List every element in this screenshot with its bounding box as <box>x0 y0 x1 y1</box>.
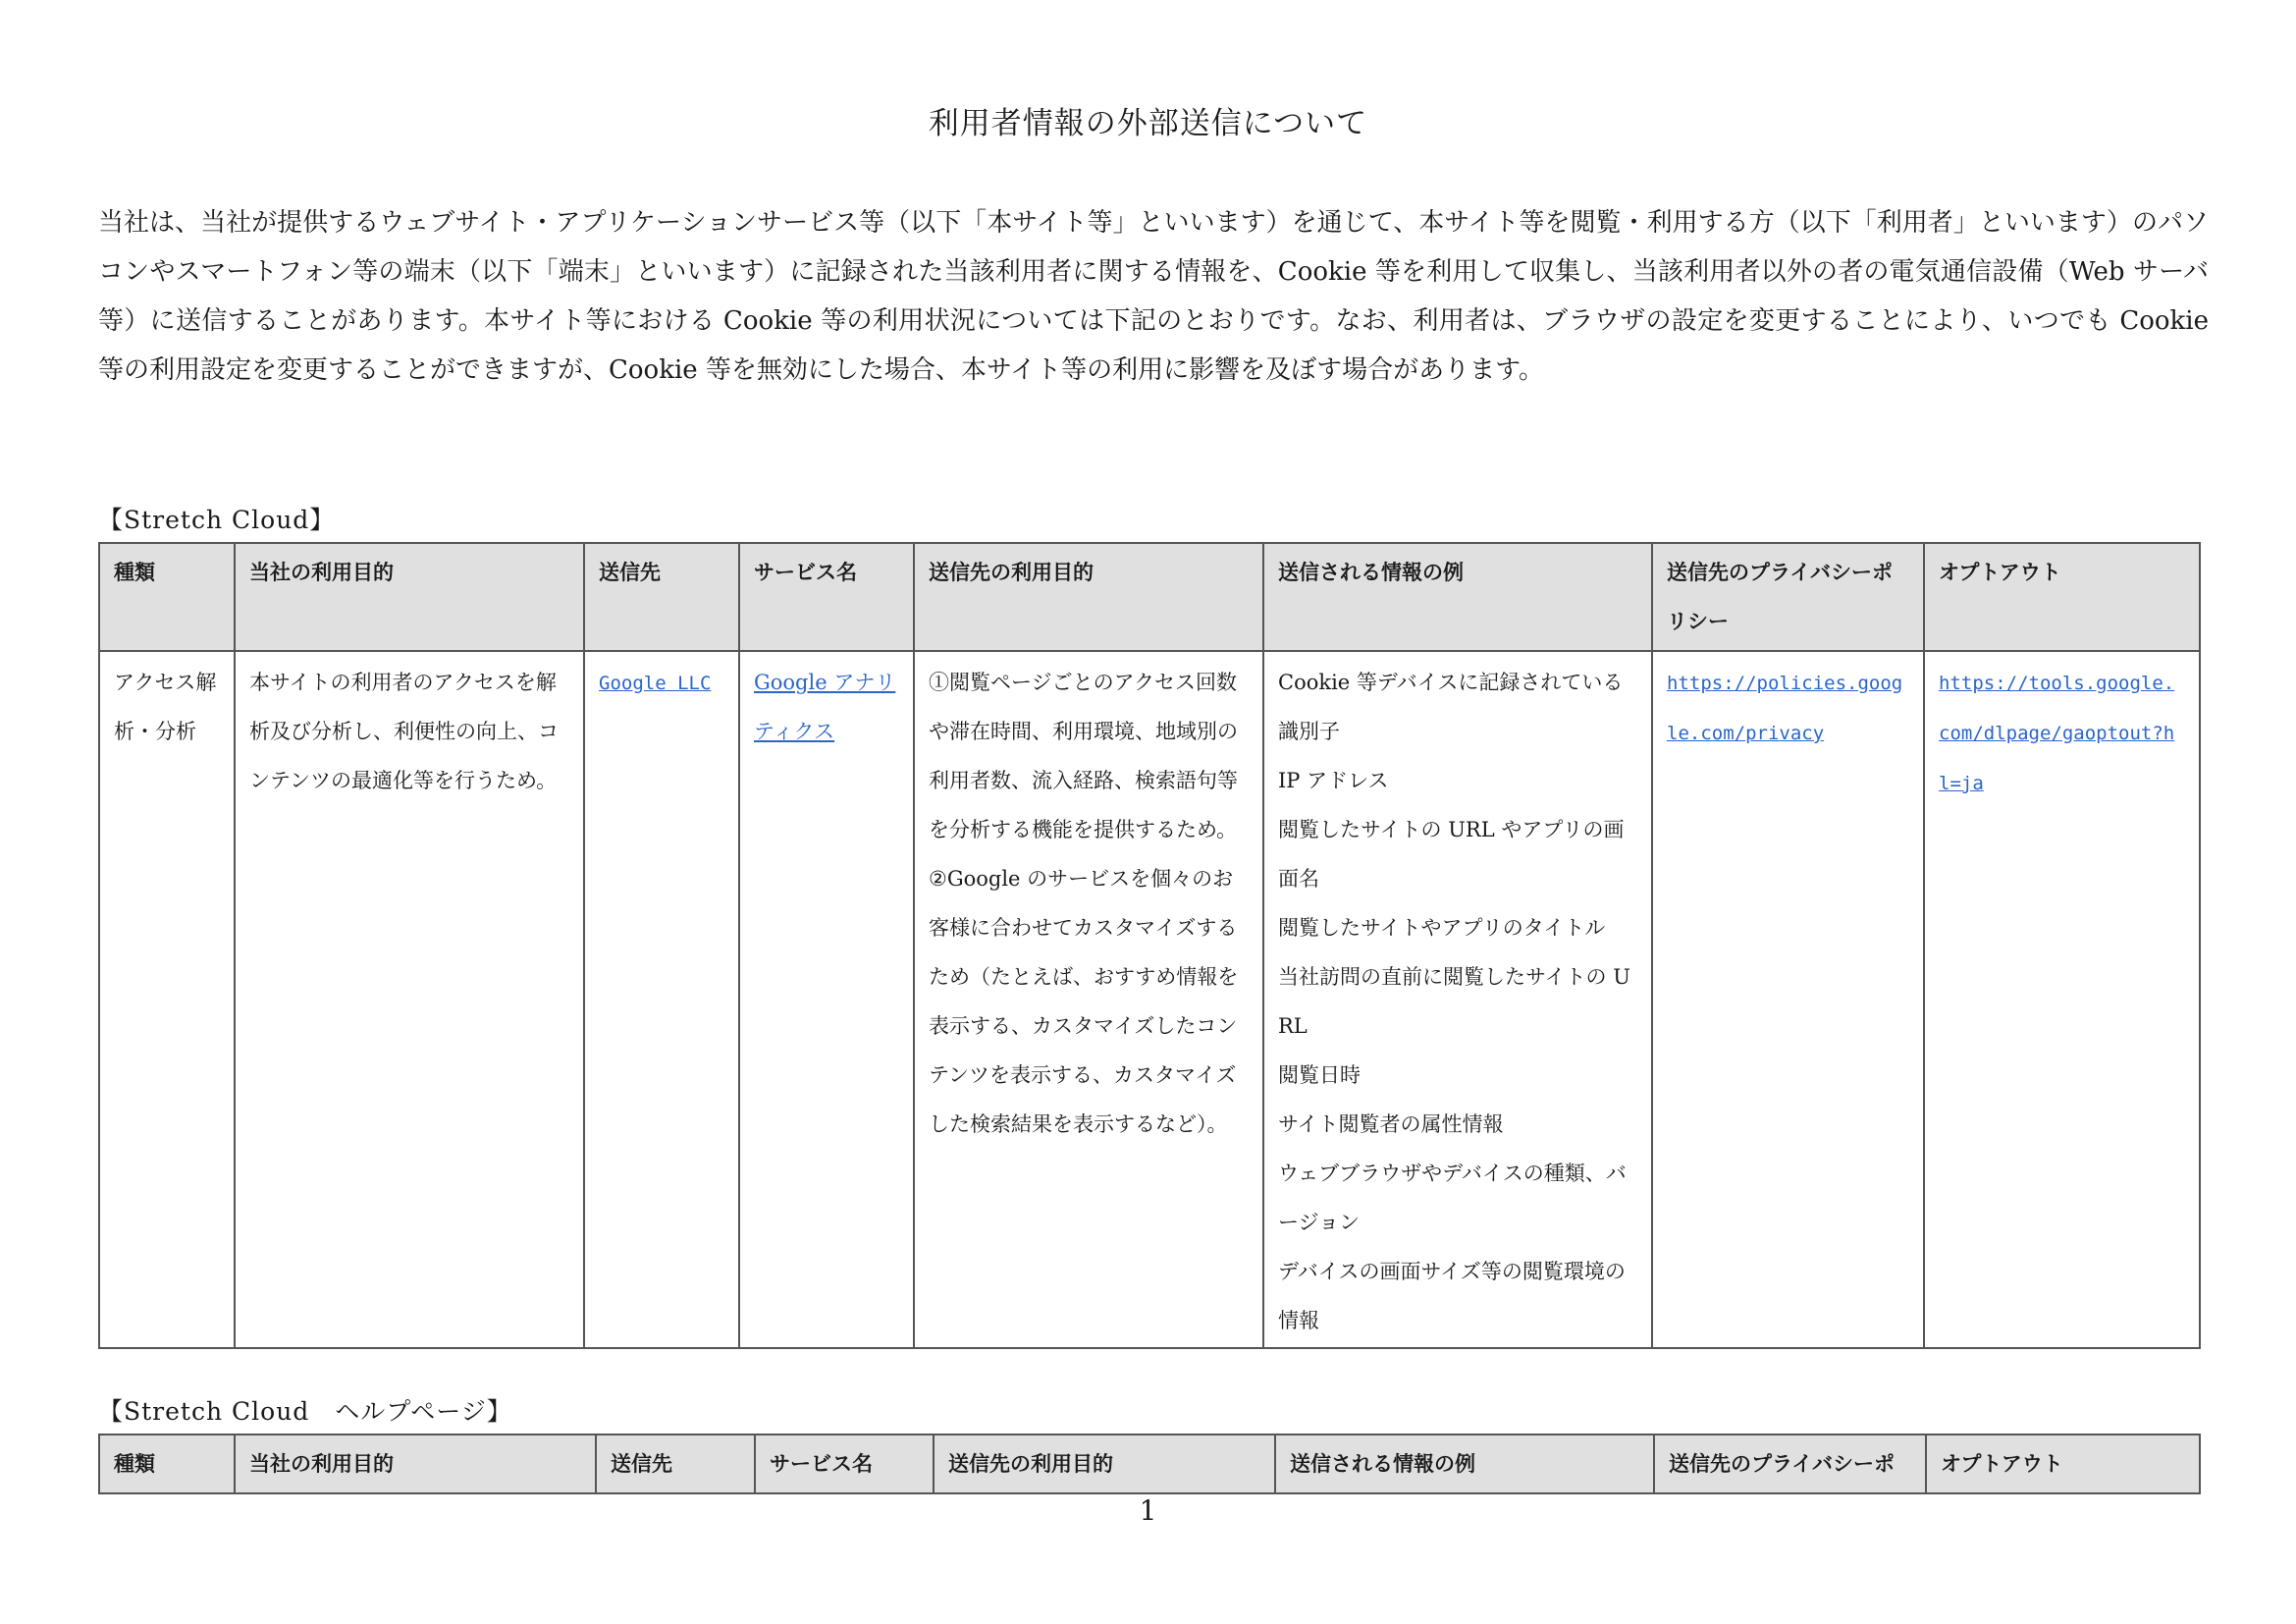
header-recipient: 送信先 <box>596 1435 755 1493</box>
document-title: 利用者情報の外部送信について <box>928 106 1368 141</box>
header-recipient-purpose: 送信先の利用目的 <box>914 543 1263 651</box>
cell-privacy <box>1652 651 1924 1348</box>
info-item: Cookie 等デバイスに記録されている識別子 <box>1278 671 1624 743</box>
section-label-stretch-cloud: 【Stretch Cloud】 <box>98 506 336 534</box>
info-item: 閲覧したサイトの URL やアプリの画面名 <box>1278 818 1625 891</box>
section-label-help-page: 【Stretch Cloud ヘルプページ】 <box>98 1397 512 1426</box>
info-item: 閲覧日時 <box>1278 1063 1361 1087</box>
cell-service <box>739 651 914 1348</box>
header-privacy: 送信先のプライバシーポリシー <box>1652 543 1924 651</box>
cell-optout <box>1924 651 2200 1348</box>
cell-info <box>1263 651 1652 1348</box>
recipient-purpose-2: ②Google のサービスを個々のお客様に合わせてカスタマイズするため（たとえば、おすすめ情報を表示する、カスタマイズしたコンテンツを表示する、カスタマイズした検索結果を表示するなど）。 <box>929 867 1239 1136</box>
header-type: 種類 <box>99 1435 235 1493</box>
info-item: 当社訪問の直前に閲覧したサイトの URL <box>1278 965 1630 1038</box>
cell-purpose: 本サイトの利用者のアクセスを解析及び分析し、利便性の向上、コンテンツの最適化等を行うため。 <box>235 651 584 1348</box>
info-item: ウェブブラウザやデバイスの種類、バージョン <box>1278 1162 1627 1234</box>
header-recipient: 送信先 <box>584 543 739 651</box>
table-help-page <box>98 1434 2201 1494</box>
header-service: サービス名 <box>755 1435 934 1493</box>
recipient-link[interactable]: Google LLC <box>599 673 712 694</box>
info-item: IP アドレス <box>1278 769 1389 792</box>
cell-recipient <box>584 651 739 1348</box>
table-header-row <box>99 1435 2200 1493</box>
table-stretch-cloud <box>98 542 2201 1349</box>
cell-type: アクセス解析・分析 <box>99 651 235 1348</box>
recipient-purpose-1: ①閲覧ページごとのアクセス回数や滞在時間、利用環境、地域別の利用者数、流入経路、検索語句等を分析する機能を提供するため。 <box>929 671 1238 841</box>
info-item: 閲覧したサイトやアプリのタイトル <box>1278 916 1606 940</box>
header-optout: オプトアウト <box>1924 543 2200 651</box>
header-type: 種類 <box>99 543 235 651</box>
info-item: サイト閲覧者の属性情報 <box>1278 1112 1504 1136</box>
table-header-row <box>99 543 2200 651</box>
privacy-policy-link[interactable]: https://policies.google.com/privacy <box>1667 673 1903 744</box>
table-row <box>99 651 2200 1348</box>
intro-paragraph: 当社は、当社が提供するウェブサイト・アプリケーションサービス等（以下「本サイト等」といいます）を通じて、本サイト等を閲覧・利用する方（以下「利用者」といいます）のパソコンやスマートフォン等の端末（以下「端末」といいます）に記録された当該利用者に関する情報を、Cookie 等を利用して収集し、当該利用者以外の者の電気通信設備（Web サーバ等）に送信することがあります。本サイト等における Cookie 等の利用状況については下記のとおりです。なお、利用者は、ブラウザの設定を変更することにより、いつでも Cookie 等の利用設定を変更することができますが、Cookie 等を無効にした場合、本サイト等の利用に影響を及ぼす場合があります。 <box>98 208 2209 385</box>
header-purpose: 当社の利用目的 <box>235 1435 596 1493</box>
header-privacy: 送信先のプライバシーポ <box>1654 1435 1926 1493</box>
header-info: 送信される情報の例 <box>1263 543 1652 651</box>
optout-link[interactable]: https://tools.google.com/dlpage/gaoptout?hl=ja <box>1939 673 2175 794</box>
header-purpose: 当社の利用目的 <box>235 543 584 651</box>
header-info: 送信される情報の例 <box>1275 1435 1654 1493</box>
cell-recipient-purpose <box>914 651 1263 1348</box>
header-service: サービス名 <box>739 543 914 651</box>
info-item: デバイスの画面サイズ等の閲覧環境の情報 <box>1278 1260 1626 1332</box>
header-optout: オプトアウト <box>1926 1435 2200 1493</box>
service-link[interactable]: Google アナリティクス <box>754 671 896 743</box>
page-number: 1 <box>1139 1494 1157 1527</box>
header-recipient-purpose: 送信先の利用目的 <box>934 1435 1275 1493</box>
